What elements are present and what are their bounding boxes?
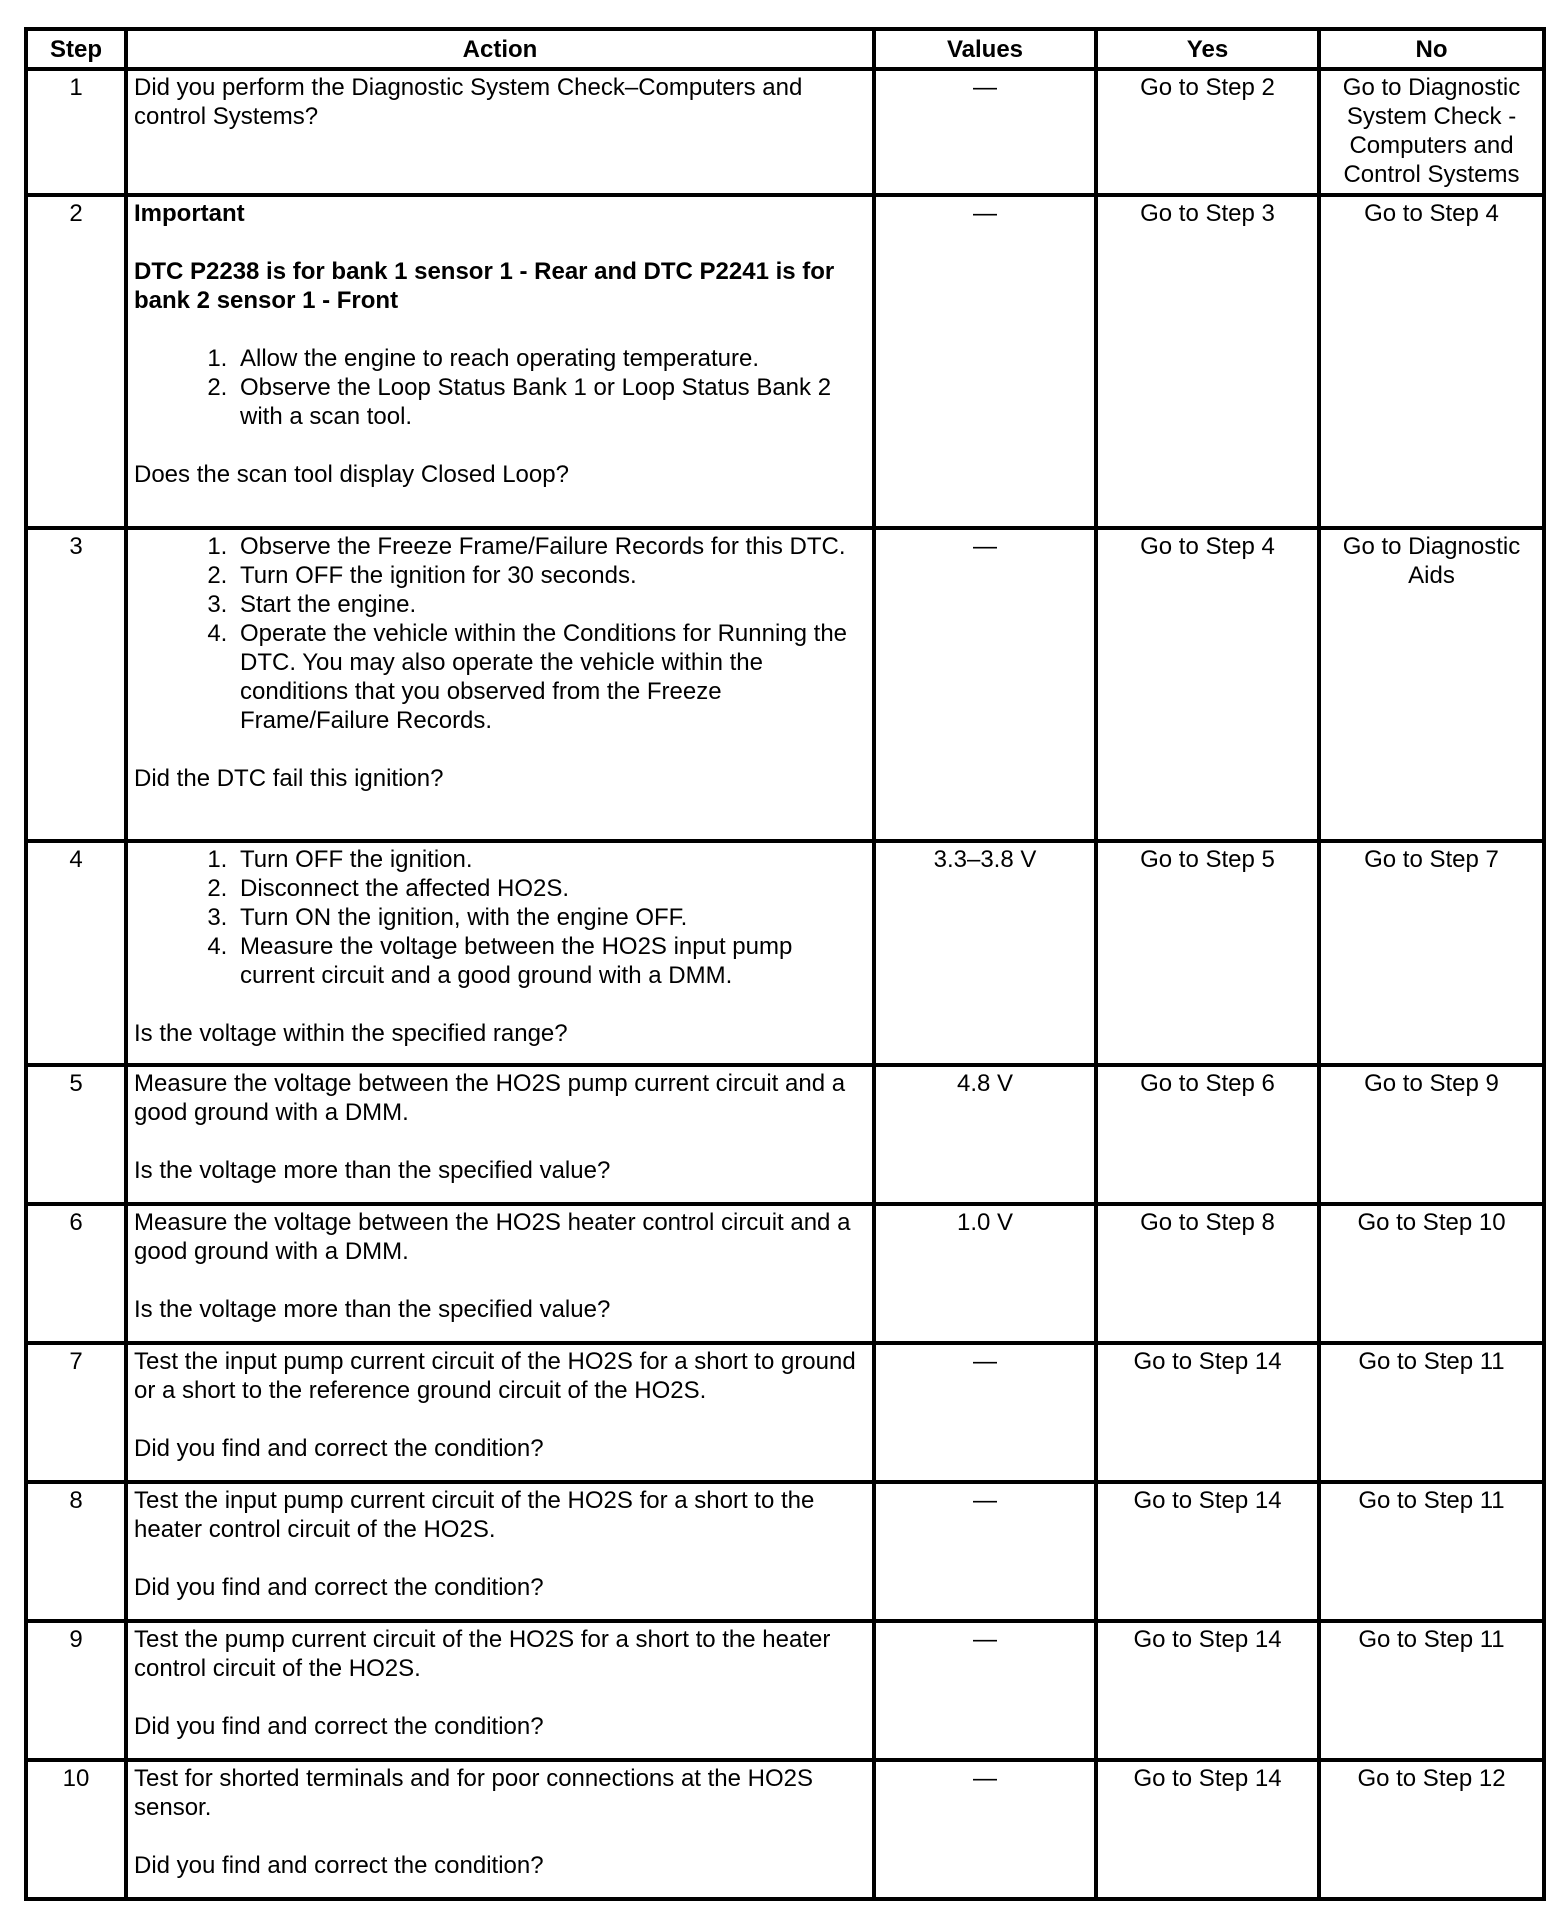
action-text: Did you perform the Diagnostic System Check–Computers and control Systems? bbox=[134, 74, 803, 130]
action-question: Is the voltage within the specified range? bbox=[134, 1020, 568, 1047]
no-cell: Go to Step 12 bbox=[1319, 1760, 1544, 1899]
no-cell: Go to Diagnostic System Check - Computers and Control Systems bbox=[1319, 69, 1544, 195]
list-item: 1. Observe the Freeze Frame/Failure Records for this DTC. bbox=[234, 532, 866, 561]
yes-cell: Go to Step 2 bbox=[1096, 69, 1319, 195]
step-number: 10 bbox=[26, 1760, 126, 1899]
action-question: Is the voltage more than the specified value? bbox=[134, 1296, 611, 1323]
action-list bbox=[134, 344, 866, 431]
table-row-step-5 bbox=[26, 1065, 1544, 1204]
no-cell: Go to Step 4 bbox=[1319, 195, 1544, 528]
action-text: Test the input pump current circuit of the HO2S for a short to the heater control circuit of the HO2S. bbox=[134, 1487, 815, 1543]
action-cell bbox=[126, 841, 874, 1065]
action-cell bbox=[126, 1343, 874, 1482]
list-item: 4. Operate the vehicle within the Conditions for Running the DTC. You may also operate the vehicle within the conditions that you observed from the Freeze Frame/Failure Records. bbox=[234, 619, 866, 735]
yes-cell: Go to Step 14 bbox=[1096, 1760, 1319, 1899]
list-item: 1. Allow the engine to reach operating temperature. bbox=[234, 344, 866, 373]
list-item: 1. Turn OFF the ignition. bbox=[234, 845, 866, 874]
no-cell: Go to Step 9 bbox=[1319, 1065, 1544, 1204]
action-cell bbox=[126, 1065, 874, 1204]
diagnostic-table bbox=[24, 27, 1546, 1901]
values-cell: — bbox=[874, 1343, 1096, 1482]
header-row bbox=[26, 29, 1544, 69]
values-cell: — bbox=[874, 69, 1096, 195]
values-cell: 1.0 V bbox=[874, 1204, 1096, 1343]
yes-cell: Go to Step 14 bbox=[1096, 1621, 1319, 1760]
yes-cell: Go to Step 5 bbox=[1096, 841, 1319, 1065]
values-cell: 4.8 V bbox=[874, 1065, 1096, 1204]
step-number: 8 bbox=[26, 1482, 126, 1621]
values-cell: — bbox=[874, 1760, 1096, 1899]
yes-cell: Go to Step 14 bbox=[1096, 1343, 1319, 1482]
action-list bbox=[134, 532, 866, 735]
list-item: 3. Turn ON the ignition, with the engine OFF. bbox=[234, 903, 866, 932]
action-question: Does the scan tool display Closed Loop? bbox=[134, 461, 569, 488]
values-cell: — bbox=[874, 528, 1096, 841]
step-number: 1 bbox=[26, 69, 126, 195]
action-cell bbox=[126, 195, 874, 528]
table-row-step-7 bbox=[26, 1343, 1544, 1482]
action-cell bbox=[126, 1760, 874, 1899]
action-question: Is the voltage more than the specified value? bbox=[134, 1157, 611, 1184]
action-question: Did the DTC fail this ignition? bbox=[134, 765, 444, 792]
header-values: Values bbox=[874, 29, 1096, 69]
list-item: 2. Observe the Loop Status Bank 1 or Loop Status Bank 2 with a scan tool. bbox=[234, 373, 866, 431]
yes-cell: Go to Step 14 bbox=[1096, 1482, 1319, 1621]
action-question: Did you find and correct the condition? bbox=[134, 1852, 544, 1879]
step-number: 7 bbox=[26, 1343, 126, 1482]
action-cell bbox=[126, 1204, 874, 1343]
step-number: 5 bbox=[26, 1065, 126, 1204]
header-step: Step bbox=[26, 29, 126, 69]
action-question: Did you find and correct the condition? bbox=[134, 1435, 544, 1462]
table-row-step-2 bbox=[26, 195, 1544, 528]
step-number: 4 bbox=[26, 841, 126, 1065]
header-action: Action bbox=[126, 29, 874, 69]
yes-cell: Go to Step 8 bbox=[1096, 1204, 1319, 1343]
no-cell: Go to Step 10 bbox=[1319, 1204, 1544, 1343]
table-row-step-9 bbox=[26, 1621, 1544, 1760]
step-number: 9 bbox=[26, 1621, 126, 1760]
values-cell: 3.3–3.8 V bbox=[874, 841, 1096, 1065]
action-text: Measure the voltage between the HO2S heater control circuit and a good ground with a DMM. bbox=[134, 1209, 851, 1265]
values-cell: — bbox=[874, 1621, 1096, 1760]
action-cell bbox=[126, 69, 874, 195]
action-cell bbox=[126, 528, 874, 841]
table-row-step-4 bbox=[26, 841, 1544, 1065]
list-item: 3. Start the engine. bbox=[234, 590, 866, 619]
yes-cell: Go to Step 4 bbox=[1096, 528, 1319, 841]
table-row-step-3 bbox=[26, 528, 1544, 841]
step-number: 2 bbox=[26, 195, 126, 528]
step-number: 6 bbox=[26, 1204, 126, 1343]
action-question: Did you find and correct the condition? bbox=[134, 1713, 544, 1740]
no-cell: Go to Step 11 bbox=[1319, 1621, 1544, 1760]
table-row-step-1 bbox=[26, 69, 1544, 195]
action-list bbox=[134, 845, 866, 990]
action-cell bbox=[126, 1482, 874, 1621]
list-item: 2. Disconnect the affected HO2S. bbox=[234, 874, 866, 903]
action-cell bbox=[126, 1621, 874, 1760]
no-cell: Go to Step 11 bbox=[1319, 1482, 1544, 1621]
no-cell: Go to Step 11 bbox=[1319, 1343, 1544, 1482]
important-note: DTC P2238 is for bank 1 sensor 1 - Rear and DTC P2241 is for bank 2 sensor 1 - Front bbox=[134, 258, 835, 314]
action-text: Measure the voltage between the HO2S pump current circuit and a good ground with a DMM. bbox=[134, 1070, 846, 1126]
header-yes: Yes bbox=[1096, 29, 1319, 69]
header-no: No bbox=[1319, 29, 1544, 69]
no-cell: Go to Step 7 bbox=[1319, 841, 1544, 1065]
table-row-step-10 bbox=[26, 1760, 1544, 1899]
yes-cell: Go to Step 3 bbox=[1096, 195, 1319, 528]
values-cell: — bbox=[874, 195, 1096, 528]
yes-cell: Go to Step 6 bbox=[1096, 1065, 1319, 1204]
action-text: Test the pump current circuit of the HO2S for a short to the heater control circuit of the HO2S. bbox=[134, 1626, 831, 1682]
action-text: Test for shorted terminals and for poor connections at the HO2S sensor. bbox=[134, 1765, 814, 1821]
action-question: Did you find and correct the condition? bbox=[134, 1574, 544, 1601]
values-cell: — bbox=[874, 1482, 1096, 1621]
list-item: 4. Measure the voltage between the HO2S input pump current circuit and a good ground with a DMM. bbox=[234, 932, 866, 990]
step-number: 3 bbox=[26, 528, 126, 841]
table-row-step-6 bbox=[26, 1204, 1544, 1343]
no-cell: Go to Diagnostic Aids bbox=[1319, 528, 1544, 841]
list-item: 2. Turn OFF the ignition for 30 seconds. bbox=[234, 561, 866, 590]
action-text: Test the input pump current circuit of the HO2S for a short to ground or a short to the reference ground circuit of the HO2S. bbox=[134, 1348, 856, 1404]
table-row-step-8 bbox=[26, 1482, 1544, 1621]
important-heading: Important bbox=[134, 200, 245, 227]
